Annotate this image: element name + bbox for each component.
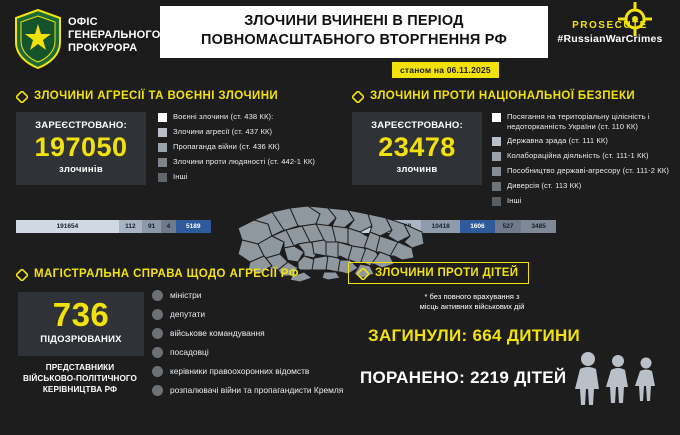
legend-item xyxy=(158,172,348,182)
stat-sub: злочинв xyxy=(396,164,438,175)
legend-label: Державна зрада (ст. 111 КК) xyxy=(507,136,609,145)
children-killed-unit: ДИТИНИ xyxy=(506,326,581,345)
bullet-circle-icon xyxy=(152,290,163,301)
diamond-marker-icon xyxy=(16,268,28,280)
children-killed-value: 664 xyxy=(472,326,502,345)
bullet-circle-icon xyxy=(152,385,163,396)
legend-swatch xyxy=(492,167,501,176)
legend-swatch xyxy=(492,182,501,191)
stat-sub: злочинів xyxy=(58,164,104,175)
as-of-date-badge: станом на 06.11.2025 xyxy=(392,62,499,78)
legend-label: Інші xyxy=(507,196,522,205)
office-title xyxy=(68,16,160,55)
main-title-line2: ПОВНОМАСШТАБНОГО ВТОРГНЕННЯ РФ xyxy=(200,32,508,48)
legend-label: Посягання на територіальну цілісність і недоторканність України (ст. 110 КК) xyxy=(507,112,650,131)
prosecute-block xyxy=(550,20,670,45)
children-killed-label: ЗАГИНУЛИ: xyxy=(368,326,468,345)
section-heading-security xyxy=(352,90,635,102)
bar-segment: 5189 xyxy=(176,220,211,233)
legend-security xyxy=(492,112,672,211)
office-title-line1: ОФІС xyxy=(68,16,98,28)
legend-label: Воєнні злочини (ст. 438 КК): xyxy=(173,112,274,121)
list-item-label: військове командування xyxy=(170,328,265,338)
representatives-line1: ПРЕДСТАВНИКИ xyxy=(45,363,115,372)
section-heading-children xyxy=(348,262,529,284)
list-item-label: міністри xyxy=(170,290,202,300)
bar-segment: 3485 xyxy=(521,220,556,233)
bullet-circle-icon xyxy=(152,309,163,320)
magistral-category-list xyxy=(152,290,352,404)
legend-swatch xyxy=(492,137,501,146)
children-killed-row xyxy=(368,326,580,346)
section-heading-aggression xyxy=(16,90,278,102)
main-title-line1: ЗЛОЧИНИ ВЧИНЕНІ В ПЕРІОД xyxy=(244,13,464,29)
legend-item xyxy=(492,196,672,206)
legend-item xyxy=(492,112,672,131)
legend-swatch xyxy=(492,197,501,206)
legend-item xyxy=(492,181,672,191)
legend-label: Колабораційна діяльність (ст. 111-1 КК) xyxy=(507,151,649,160)
stat-registered-security xyxy=(352,112,482,185)
legend-item xyxy=(158,127,348,137)
list-item xyxy=(152,366,352,377)
main-title-band xyxy=(160,6,548,58)
bar-segment: 112 xyxy=(119,220,142,233)
stat-value: 197050 xyxy=(34,132,128,162)
office-title-line2: ГЕНЕРАЛЬНОГО xyxy=(68,29,161,41)
list-item xyxy=(152,290,352,301)
section-heading-security-label: ЗЛОЧИНИ ПРОТИ НАЦІОНАЛЬНОЇ БЕЗПЕКИ xyxy=(370,90,636,102)
legend-label: Пропаганда війни (ст. 436 КК) xyxy=(173,142,280,151)
office-title-line3: ПРОКУРОРА xyxy=(68,42,138,54)
legend-label: Злочини агресії (ст. 437 КК) xyxy=(173,127,273,136)
bar-segment: 1606 xyxy=(460,220,495,233)
legend-swatch xyxy=(158,158,167,167)
legend-swatch xyxy=(492,113,501,122)
children-wounded-unit: ДІТЕЙ xyxy=(514,368,567,387)
legend-item xyxy=(158,112,348,122)
section-heading-children-label: ЗЛОЧИНИ ПРОТИ ДІТЕЙ xyxy=(375,267,519,279)
list-item xyxy=(152,385,352,396)
bar-segment: 191654 xyxy=(16,220,119,233)
legend-swatch xyxy=(158,143,167,152)
section-heading-magistral-label: МАГІСТРАЛЬНА СПРАВА ЩОДО АГРЕСІЇ РФ xyxy=(34,268,299,280)
children-wounded-label: ПОРАНЕНО: xyxy=(360,368,466,387)
prosecutor-emblem-icon xyxy=(12,8,64,68)
suspects-count-label: ПІДОЗРЮВАНИХ xyxy=(40,334,122,345)
header xyxy=(0,0,680,80)
legend-swatch xyxy=(158,113,167,122)
children-wounded-row xyxy=(360,368,566,388)
prosecute-word: PROSECUTE xyxy=(572,20,648,31)
bullet-circle-icon xyxy=(152,347,163,358)
legend-item xyxy=(492,151,672,161)
children-note xyxy=(382,292,562,312)
legend-label: Пособництво державі-агресору (ст. 111-2 КК) xyxy=(507,166,669,175)
representatives-line3: КЕРІВНИЦТВА РФ xyxy=(42,385,118,394)
legend-label: Інші xyxy=(173,172,188,181)
list-item xyxy=(152,328,352,339)
section-heading-magistral xyxy=(16,268,299,280)
list-item-label: депутати xyxy=(170,309,205,319)
section-heading-aggression-label: ЗЛОЧИНИ АГРЕСІЇ ТА ВОЄННІ ЗЛОЧИНИ xyxy=(34,90,279,102)
list-item xyxy=(152,347,352,358)
legend-swatch xyxy=(158,128,167,137)
legend-label: Злочини проти людяності (ст. 442-1 КК) xyxy=(173,157,316,166)
legend-item xyxy=(492,136,672,146)
children-note-line1: * без повного врахування з xyxy=(424,292,520,301)
list-item-label: посадовці xyxy=(170,347,209,357)
stat-label: ЗАРЕЄСТРОВАНО: xyxy=(35,120,127,131)
stat-label: ЗАРЕЄСТРОВАНО: xyxy=(371,120,463,131)
legend-item xyxy=(158,157,348,167)
legend-item xyxy=(158,142,348,152)
representatives-line2: ВІЙСЬКОВО-ПОЛІТИЧНОГО xyxy=(22,374,138,383)
bar-segment: 4 xyxy=(161,220,175,233)
segmented-bar-aggression xyxy=(16,220,211,233)
bar-segment: 91 xyxy=(142,220,161,233)
legend-label: Диверсія (ст. 113 КК) xyxy=(507,181,582,190)
list-item-label: розпалювачі війни та пропагандисти Кремля xyxy=(170,385,344,395)
bullet-circle-icon xyxy=(152,366,163,377)
diamond-marker-icon xyxy=(16,90,28,102)
suspects-count-value: 736 xyxy=(52,296,110,333)
hashtag-russianwarcrimes: #RussianWarCrimes xyxy=(557,33,663,45)
bar-segment: 527 xyxy=(495,220,522,233)
bullet-circle-icon xyxy=(152,328,163,339)
list-item xyxy=(152,309,352,320)
bar-segment: 10418 xyxy=(421,220,460,233)
legend-swatch xyxy=(492,152,501,161)
children-figures-icon xyxy=(572,349,664,407)
legend-swatch xyxy=(158,173,167,182)
list-item-label: керівники правоохоронних відомств xyxy=(170,366,310,376)
diamond-marker-icon xyxy=(357,267,369,279)
children-wounded-value: 2219 xyxy=(470,368,510,387)
children-note-line2: місць активних військових дій xyxy=(419,302,525,311)
legend-aggression xyxy=(158,112,348,187)
suspects-count-box xyxy=(18,292,144,356)
legend-item xyxy=(492,166,672,176)
diamond-marker-icon xyxy=(352,90,364,102)
representatives-caption xyxy=(10,362,150,395)
stat-value: 23478 xyxy=(378,132,456,162)
stat-registered-aggression xyxy=(16,112,146,185)
